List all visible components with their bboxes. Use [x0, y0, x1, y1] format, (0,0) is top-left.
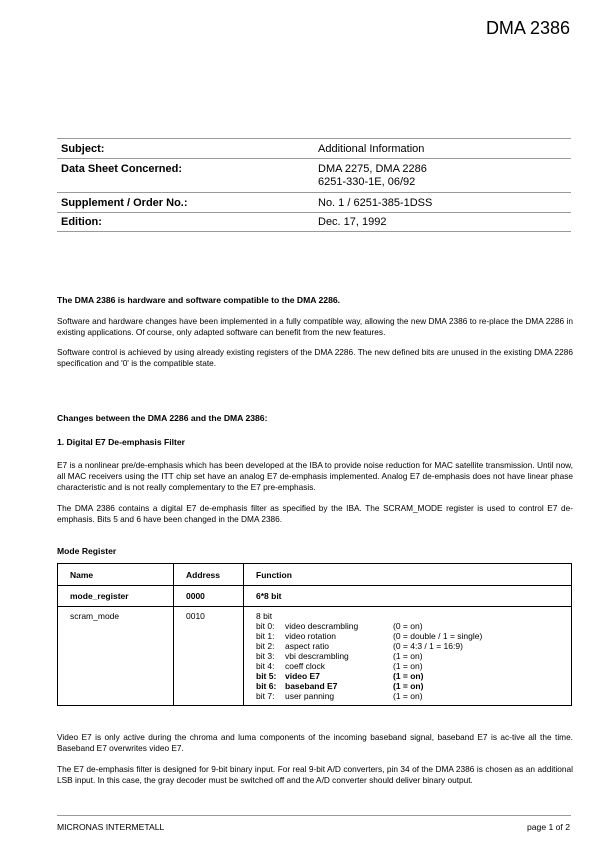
- bit-line: bit 7: user panning (1 = on): [256, 691, 423, 701]
- intro-paragraph-2: Software control is achieved by using already existing registers of the DMA 2286. The new defined bits are unused in the existing DMA 2286 specification and '0' is the compatible state.: [57, 347, 573, 368]
- divider: [57, 212, 571, 213]
- divider: [57, 138, 571, 139]
- edition-value: Dec. 17, 1992: [318, 216, 387, 228]
- divider: [57, 192, 571, 193]
- intro-paragraph-1: Software and hardware changes have been implemented in a fully compatible way, allowing the new DMA 2386 to re-place the DMA 2286 in existing applications. Of course, only adapted software can benefit from the new features.: [57, 316, 573, 337]
- supplement-label: Supplement / Order No.:: [61, 197, 188, 209]
- subject-label: Subject:: [61, 143, 105, 155]
- section-1-paragraph-2: The DMA 2386 contains a digital E7 de-emphasis filter as specified by the IBA. The SCRAM_MODE register is used to control E7 de-emphasis. Bits 5 and 6 have been changed in the DMA 2386.: [57, 503, 573, 524]
- cell-function: 6*8 bit: [244, 586, 572, 607]
- mode-register-heading: Mode Register: [57, 546, 117, 556]
- intro-heading: The DMA 2386 is hardware and software compatible to the DMA 2286.: [57, 295, 341, 305]
- document-title: DMA 2386: [485, 18, 570, 38]
- footer-divider: [57, 815, 571, 816]
- bit-line-new: bit 5: video E7 (1 = on): [256, 671, 424, 681]
- bit-line: bit 3: vbi descrambling (1 = on): [256, 651, 423, 661]
- col-function-header: Function: [244, 564, 572, 586]
- subject-value: Additional Information: [318, 143, 425, 155]
- function-title: 8 bit: [256, 611, 273, 621]
- mode-register-table: [57, 563, 572, 706]
- section-1-paragraph-1: E7 is a nonlinear pre/de-emphasis which has been developed at the IBA to provide noise reduction for MAC satellite transmission. Until now, all MAC receivers using the ITT chip set have an analog E7 de-emphasis implemented. Analog E7 de-emphasis does not have linear phase characteristic and is not really complementary to the E7 pre-emphasis.: [57, 460, 573, 492]
- cell-name: mode_register: [58, 586, 174, 607]
- cell-address: 0000: [174, 586, 244, 607]
- bit-line: bit 1: video rotation (0 = double / 1 = single): [256, 631, 483, 641]
- bit-line: bit 4: coeff clock (1 = on): [256, 661, 423, 671]
- bit-line-new: bit 6: baseband E7 (1 = on): [256, 681, 424, 691]
- datasheet-label: Data Sheet Concerned:: [61, 163, 183, 175]
- datasheet-value-line-2: 6251-330-1E, 06/92: [318, 176, 416, 188]
- cell-function: [244, 607, 572, 706]
- changes-heading: Changes between the DMA 2286 and the DMA 2386:: [57, 413, 268, 423]
- edition-label: Edition:: [61, 216, 102, 228]
- footer-company: MICRONAS INTERMETALL: [57, 822, 165, 832]
- supplement-value: No. 1 / 6251-385-1DSS: [318, 197, 433, 209]
- cell-name: scram_mode: [58, 607, 174, 706]
- bit-line: bit 2: aspect ratio (0 = 4:3 / 1 = 16:9): [256, 641, 463, 651]
- page-number: page 1 of 2: [526, 822, 570, 832]
- bit-line: bit 0: video descrambling (0 = on): [256, 621, 423, 631]
- datasheet-value-line-1: DMA 2275, DMA 2286: [318, 163, 427, 175]
- col-name-header: Name: [58, 564, 174, 586]
- col-address-header: Address: [174, 564, 244, 586]
- table-row: [58, 586, 572, 607]
- table-header-row: [58, 564, 572, 586]
- divider: [57, 158, 571, 159]
- table-row: [58, 607, 572, 706]
- cell-address: 0010: [174, 607, 244, 706]
- after-paragraph-1: Video E7 is only active during the chroma and luma components of the incoming baseband signal, baseband E7 is ac-tive all the time. Baseband E7 overwrites video E7.: [57, 732, 573, 753]
- section-1-heading: 1. Digital E7 De-emphasis Filter: [57, 437, 185, 447]
- divider: [57, 231, 571, 232]
- after-paragraph-2: The E7 de-emphasis filter is designed for 9-bit binary input. For real 9-bit A/D converters, pin 34 of the DMA 2386 is chosen as an additional LSB input. In this case, the gray decoder must be switched off and the A/D converter should deliver binary output.: [57, 764, 573, 785]
